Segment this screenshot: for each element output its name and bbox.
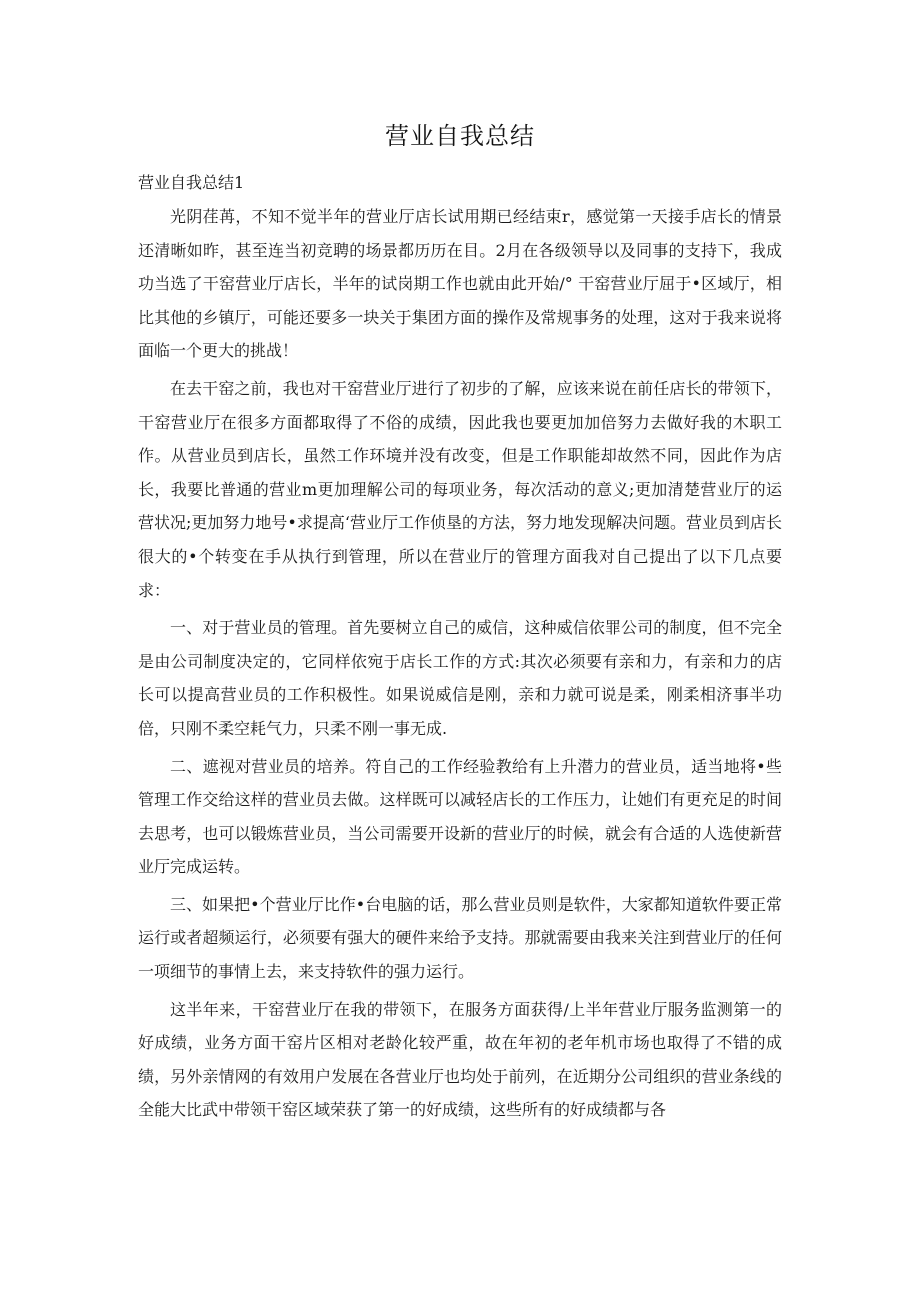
paragraph: 这半年来，干窑营业厅在我的带领下，在服务方面获得/上半年营业厅服务监测第一的好成绩，业务方面干窑片区相对老龄化较严重，故在年初的老年机市场也取得了不错的成绩，另外亲情网的有效用户发展在各营业厅也均处于前列，在近期分公司组织的营业条线的全能大比武中带领干窑区域荣获了第一的好成绩，这些所有的好成绩都与各 bbox=[138, 999, 782, 1120]
section-subtitle: 营业自我总结1 bbox=[138, 173, 245, 192]
paragraph: 三、如果把•个营业厅比作•台电脑的话，那么营业员则是软件，大家都知道软件要正常运行或者超频运行，必须要有强大的硬件来给予支持。那就需要由我来关注到营业厅的任何一项细节的事情上去，来支持软件的强力运行。 bbox=[138, 894, 782, 982]
paragraph: 在去干窑之前，我也对干窑营业厅进行了初步的了解，应该来说在前任店长的带领下，干窑营业厅在很多方面都取得了不俗的成绩，因此我也要更加加倍努力去做好我的木职工作。从营业员到店长，虽然工作环境并没有改变，但是工作职能却故然不同，因此作为店长，我要比普通的营业m更加理解公司的每项业务，每次活动的意义;更加清楚营业厅的运营状况;更加努力地号•求提高‘营业厅工作侦垦的方法，努力地发现解决问题。营业员到店长很大的•个转变在手从执行到管理，所以在营业厅的管理方面我对自己提出了以下几点要求： bbox=[138, 378, 782, 600]
document-body bbox=[138, 200, 782, 1131]
paragraph: 一、对于营业员的管理。首先要树立自己的威信，这种威信依罪公司的制度，但不完全是由公司制度决定的，它同样依宛于店长工作的方式:其次必须要有亲和力，有亲和力的店长可以提高营业员的工作积极性。如果说威信是刚，亲和力就可说是柔，刚柔相济事半功倍，只刚不柔空耗气力，只柔不刚一事无成. bbox=[138, 618, 782, 738]
document-title: 营业自我总结 bbox=[385, 122, 535, 150]
paragraph: 二、遮视对营业员的培养。符自己的工作经验教给有上升潜力的营业员，适当地将•些管理工作交给这样的营业员去做。这样既可以减轻店长的工作压力，让她们有更充足的时间去思考，也可以锻炼营业员，当公司需要开设新的营业厅的时候，就会有合适的人选使新营业厅完成运转。 bbox=[138, 756, 782, 877]
paragraph: 光阴荏苒，不知不觉半年的营业厅店长试用期已经结束r，感觉第一天接手店长的情景还清晰如昨，甚至连当初竞聘的场景都历历在目。2月在各级领导以及同事的支持下，我成功当选了干窑营业厅店长，半年的试岗期工作也就由此开始/° 干窑营业厅屈于•区域厅，相比其他的乡镇厅，可能还要多一块关于集团方面的操作及常规事务的处理，这对于我来说将面临一个更大的挑战！ bbox=[138, 207, 782, 361]
